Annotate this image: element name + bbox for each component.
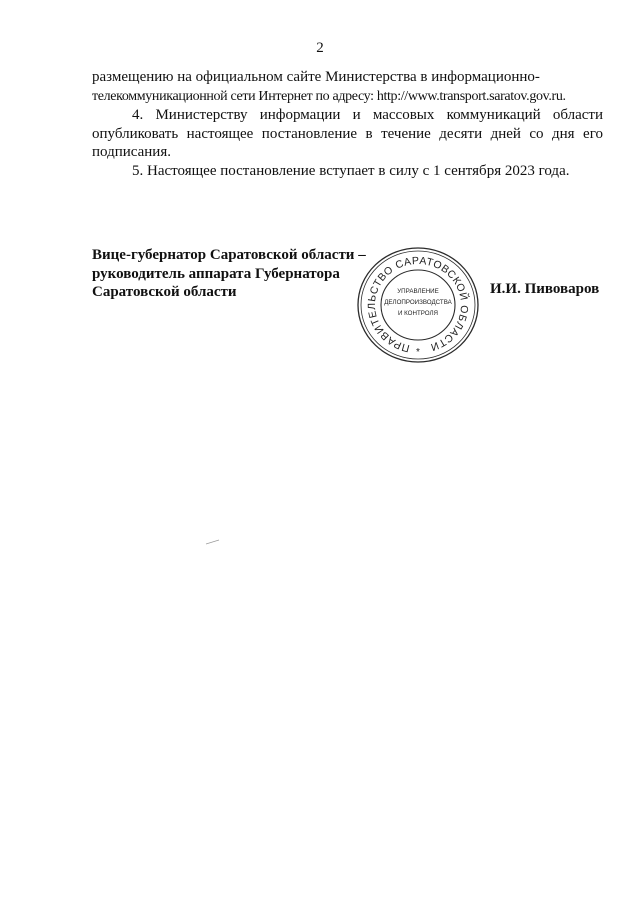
- seal-star: *: [416, 347, 420, 358]
- signatory-position-line-2: руководитель аппарата Губернатора: [92, 265, 340, 282]
- paragraph-3-continuation: [92, 68, 603, 106]
- seal-inner-line-3: И КОНТРОЛЯ: [397, 310, 439, 317]
- signatory-position-line-3: Саратовской области: [92, 284, 237, 300]
- signatory-position-line-1: Вице-губернатор Саратовской области –: [92, 247, 366, 263]
- paragraph-4: 4. Министерству информации и массовых коммуникаций области опубликовать настоящее постановление в течение десяти дней со дня его подписания.: [92, 107, 603, 160]
- official-seal-stamp: [356, 246, 480, 364]
- signatory-name: И.И. Пивоваров: [490, 281, 600, 297]
- scan-speck: [205, 538, 221, 546]
- seal-outer-text: ПРАВИТЕЛЬСТВО САРАТОВСКОЙ ОБЛАСТИ: [365, 254, 471, 355]
- document-body: [92, 68, 603, 180]
- seal-inner-line-2: ДЕЛОПРОИЗВОДСТВА: [384, 299, 452, 306]
- page-number: 2: [316, 40, 324, 56]
- paragraph-3-line-2: телекоммуникационной сети Интернет по адресу: http://www.transport.saratov.gov.ru.: [92, 88, 566, 104]
- paragraph-3-line-1: размещению на официальном сайте Министерства в информационно-: [92, 69, 540, 85]
- signatory-position: [92, 246, 366, 302]
- paragraph-5: 5. Настоящее постановление вступает в силу с 1 сентября 2023 года.: [132, 162, 570, 179]
- seal-inner-line-1: УПРАВЛЕНИЕ: [397, 288, 439, 295]
